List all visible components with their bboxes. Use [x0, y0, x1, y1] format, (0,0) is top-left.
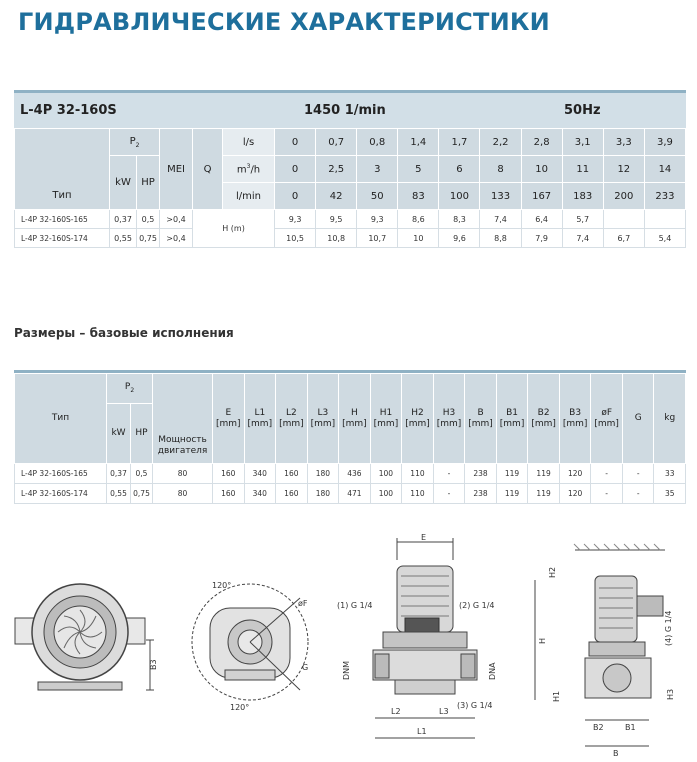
head-value: 10 [398, 229, 439, 248]
hyd-row-mei: >0,4 [160, 229, 193, 248]
dim-header-col [307, 374, 339, 464]
head-value: 7,4 [562, 229, 603, 248]
dim-header-col [244, 374, 276, 464]
dim-header-col [465, 374, 497, 464]
dim-header-letter: H1 [379, 407, 393, 418]
hyd-row-mei: >0,4 [160, 210, 193, 229]
dim-header-unit: [mm] [531, 418, 556, 429]
dim-value: 119 [496, 484, 528, 504]
dim-value: 160 [213, 464, 245, 484]
frequency-label: 50Hz [564, 103, 601, 118]
dim-header-letter: B3 [569, 407, 582, 418]
dim-header-col [370, 374, 402, 464]
dim-header-kw: kW [107, 404, 131, 464]
dim-value: 33 [654, 464, 686, 484]
flow-ls-value: 3,3 [603, 129, 644, 156]
flow-lmin-value: 50 [357, 183, 398, 210]
hydraulic-table [14, 90, 686, 248]
flow-m3h-value: 14 [644, 156, 685, 183]
dim-value: 340 [244, 464, 276, 484]
flow-ls-value: 2,2 [480, 129, 521, 156]
dim-header-unit: [mm] [562, 418, 588, 429]
flow-ls-value: 3,1 [562, 129, 603, 156]
dim-row-motor: 80 [153, 484, 213, 504]
dim-header-col [591, 374, 623, 464]
flow-m3h-value: 6 [439, 156, 480, 183]
dim-value: 436 [339, 464, 371, 484]
dim-header-letter: B2 [537, 407, 550, 418]
flow-ls-value: 1,4 [398, 129, 439, 156]
flow-ls-value: 1,7 [439, 129, 480, 156]
dim-value: 160 [213, 484, 245, 504]
hyd-row-hp: 0,75 [137, 229, 160, 248]
dim-header-letter: B1 [506, 407, 519, 418]
head-value: 8,3 [439, 210, 480, 229]
page-title: ГИДРАВЛИЧЕСКИЕ ХАРАКТЕРИСТИКИ [18, 8, 550, 36]
flange-f-label: øF [298, 599, 308, 608]
dim-header-unit: [mm] [342, 418, 367, 429]
dimensions-title: Размеры – базовые исполнения [14, 326, 234, 340]
dim-header-unit: [mm] [436, 418, 462, 429]
dim-header-unit: [mm] [247, 418, 273, 429]
dim-row-hp: 0,5 [131, 464, 153, 484]
head-value: 6,4 [521, 210, 562, 229]
header-kw: kW [110, 156, 137, 210]
technical-drawings [0, 530, 697, 762]
g2-label: (2) G 1/4 [459, 601, 495, 610]
flange-view-drawing [180, 570, 330, 720]
flow-lmin-value: 200 [603, 183, 644, 210]
dim-header-col [402, 374, 434, 464]
unit-lmin: l/min [223, 183, 275, 210]
head-value: 6,7 [603, 229, 644, 248]
unit-m3h: $m^3/h$ [223, 156, 275, 183]
dim-header-letter: E [225, 407, 232, 418]
speed-label: 1450 1/min [304, 103, 386, 118]
head-value [644, 210, 685, 229]
head-value: 9,3 [357, 210, 398, 229]
dim-header-p2: $P_2$ [107, 374, 153, 404]
hyd-row-name: L-4P 32-160S-165 [15, 210, 110, 229]
dim-value: 119 [528, 464, 560, 484]
head-value [603, 210, 644, 229]
header-hp: HP [137, 156, 160, 210]
model-name: L-4P 32-160S [20, 103, 117, 118]
dim-l2-label: L2 [391, 707, 401, 716]
dim-b1-label: B1 [625, 723, 636, 732]
dim-header-letter: B [477, 407, 484, 418]
dim-header-col [339, 374, 371, 464]
dim-value: 120 [559, 484, 591, 504]
flow-m3h-value: 0 [275, 156, 316, 183]
dim-value: 120 [559, 464, 591, 484]
dim-value: 119 [496, 464, 528, 484]
side-view-drawing [335, 530, 520, 762]
hyd-row-kw: 0,55 [110, 229, 137, 248]
head-value: 10,7 [357, 229, 398, 248]
dim-header-unit: [mm] [468, 418, 493, 429]
dim-header-unit: [mm] [373, 418, 399, 429]
dim-value: 471 [339, 484, 371, 504]
front-dims-drawing [525, 540, 695, 762]
dim-value: 238 [465, 464, 497, 484]
hyd-row-name: L-4P 32-160S-174 [15, 229, 110, 248]
dim-header-col [622, 374, 654, 464]
dim-header-letter: L2 [285, 407, 297, 418]
dim-row-motor: 80 [153, 464, 213, 484]
dim-value: 238 [465, 484, 497, 504]
flow-m3h-value: 5 [398, 156, 439, 183]
flow-ls-value: 2,8 [521, 129, 562, 156]
flow-ls-value: 0,7 [316, 129, 357, 156]
dim-header-unit: [mm] [279, 418, 304, 429]
dimensions-grid [14, 373, 686, 504]
dim-value: 180 [307, 464, 339, 484]
dim-e-label: E [421, 533, 427, 542]
dim-value: 110 [402, 484, 434, 504]
head-value: 7,4 [480, 210, 521, 229]
dim-b-label: B [613, 749, 619, 758]
dna-label: DNA [488, 662, 497, 680]
dim-value: 340 [244, 484, 276, 504]
angle-bottom-label: 120° [230, 703, 250, 712]
flow-lmin-value: 133 [480, 183, 521, 210]
dim-value: 180 [307, 484, 339, 504]
dim-value: - [591, 484, 623, 504]
dim-value: 35 [654, 484, 686, 504]
dim-header-col [433, 374, 465, 464]
head-value: 5,4 [644, 229, 685, 248]
dim-row-name: L-4P 32-160S-165 [15, 464, 107, 484]
dim-b3-label: B3 [149, 659, 158, 670]
flange-g-label: G [302, 663, 309, 672]
header-q: Q [193, 129, 223, 210]
head-value: 9,6 [439, 229, 480, 248]
unit-ls: l/s [223, 129, 275, 156]
dim-value: 160 [276, 484, 308, 504]
flow-lmin-value: 233 [644, 183, 685, 210]
dim-header-unit: [mm] [405, 418, 430, 429]
dim-h-label: H [538, 637, 547, 644]
dim-header-hp: HP [131, 404, 153, 464]
flow-lmin-value: 83 [398, 183, 439, 210]
head-value: 8,8 [480, 229, 521, 248]
hyd-row-hp: 0,5 [137, 210, 160, 229]
dim-l3-label: L3 [439, 707, 449, 716]
dim-header-unit: [mm] [216, 418, 241, 429]
dim-value: - [433, 464, 465, 484]
flow-m3h-value: 12 [603, 156, 644, 183]
flow-lmin-value: 167 [521, 183, 562, 210]
header-p2: $P_2$ [110, 129, 160, 156]
dim-header-col [559, 374, 591, 464]
dnm-label: DNM [342, 660, 351, 680]
dim-header-motor: Мощность двигателя [153, 374, 213, 464]
dim-header-col [276, 374, 308, 464]
head-value: 8,6 [398, 210, 439, 229]
dim-value: 119 [528, 484, 560, 504]
angle-top-label: 120° [212, 581, 232, 590]
dim-value: 160 [276, 464, 308, 484]
flow-m3h-value: 10 [521, 156, 562, 183]
dim-value: - [591, 464, 623, 484]
head-value: 9,5 [316, 210, 357, 229]
head-value: 10,8 [316, 229, 357, 248]
flow-m3h-value: 3 [357, 156, 398, 183]
g4-label: (4) G 1/4 [664, 610, 673, 646]
g3-label: (3) G 1/4 [457, 701, 493, 710]
g1-label: (1) G 1/4 [337, 601, 373, 610]
dim-header-col [528, 374, 560, 464]
dim-header-letter: G [634, 413, 642, 423]
dim-header-letter: H3 [442, 407, 456, 418]
flow-lmin-value: 0 [275, 183, 316, 210]
head-value: 10,5 [275, 229, 316, 248]
dim-value: 100 [370, 464, 402, 484]
dim-header-unit: [mm] [499, 418, 525, 429]
head-value: 5,7 [562, 210, 603, 229]
dim-h2-label: H2 [548, 566, 557, 578]
dim-header-unit: [mm] [594, 418, 619, 429]
flow-m3h-value: 11 [562, 156, 603, 183]
flow-lmin-value: 183 [562, 183, 603, 210]
dim-l1-label: L1 [417, 727, 427, 736]
dim-row-name: L-4P 32-160S-174 [15, 484, 107, 504]
dim-header-letter: L3 [317, 407, 329, 418]
dim-header-col [654, 374, 686, 464]
head-value: 7,9 [521, 229, 562, 248]
flow-lmin-value: 100 [439, 183, 480, 210]
hyd-row-kw: 0,37 [110, 210, 137, 229]
flow-ls-value: 0 [275, 129, 316, 156]
flow-ls-value: 3,9 [644, 129, 685, 156]
dim-row-kw: 0,37 [107, 464, 131, 484]
dim-header-letter: H [351, 407, 358, 418]
dim-value: 110 [402, 464, 434, 484]
dim-value: 100 [370, 484, 402, 504]
flow-m3h-value: 2,5 [316, 156, 357, 183]
header-mei: MEI [160, 129, 193, 210]
dim-value: - [622, 484, 654, 504]
dim-value: - [433, 484, 465, 504]
dim-row-hp: 0,75 [131, 484, 153, 504]
hydraulic-grid [14, 128, 686, 248]
dim-header-col [213, 374, 245, 464]
dim-b2-label: B2 [593, 723, 604, 732]
dimensions-table [14, 370, 686, 504]
dim-header-letter: kg [664, 413, 676, 423]
dim-header-letter: øF [601, 407, 612, 418]
flow-ls-value: 0,8 [357, 129, 398, 156]
dim-header-type: Тип [15, 374, 107, 464]
header-type: Тип [15, 129, 110, 210]
front-view-drawing [10, 580, 180, 730]
dim-h1-label: H1 [552, 690, 561, 702]
dim-h3-label: H3 [666, 688, 675, 700]
dim-header-col [496, 374, 528, 464]
dim-value: - [622, 464, 654, 484]
h-label: H (m) [193, 210, 275, 248]
dim-header-letter: H2 [411, 407, 424, 418]
flow-m3h-value: 8 [480, 156, 521, 183]
dim-header-unit: [mm] [310, 418, 336, 429]
dim-header-letter: L1 [254, 407, 266, 418]
flow-lmin-value: 42 [316, 183, 357, 210]
hydraulic-model-bar [14, 90, 686, 128]
dim-row-kw: 0,55 [107, 484, 131, 504]
head-value: 9,3 [275, 210, 316, 229]
